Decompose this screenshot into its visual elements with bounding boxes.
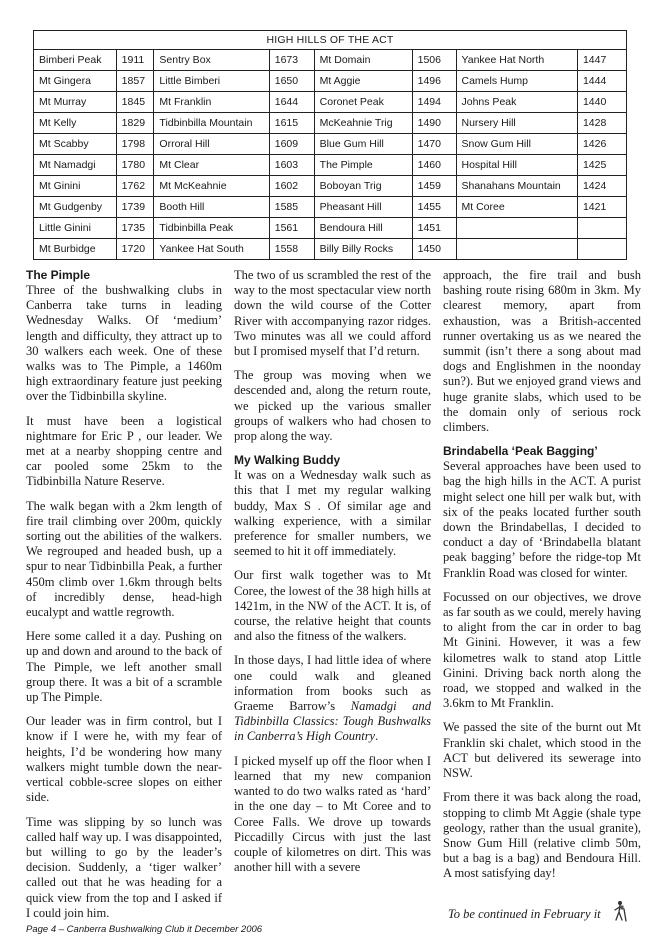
paragraph: We passed the site of the burnt out Mt Franklin ski chalet, which stood in the ACT but delivered its sewerage into NSW. bbox=[443, 720, 641, 781]
hill-height-cell: 1425 bbox=[577, 155, 626, 176]
hill-name-cell: Mt Aggie bbox=[314, 71, 412, 92]
hill-name-cell bbox=[456, 218, 577, 239]
table-row bbox=[34, 197, 627, 218]
hill-height-cell: 1720 bbox=[116, 239, 154, 260]
paragraph-books bbox=[234, 653, 431, 744]
table-row bbox=[34, 92, 627, 113]
hill-name-cell: Snow Gum Hill bbox=[456, 134, 577, 155]
hiker-icon bbox=[612, 900, 628, 922]
section-heading-the-pimple: The Pimple bbox=[26, 268, 91, 282]
article-column-2 bbox=[234, 268, 431, 920]
paragraph: It was on a Wednesday walk such as this that I met my regular walking buddy, Max S . Of similar age and walking experience, with a similar preference for smaller numbers, we seemed to hit it off immediately. bbox=[234, 468, 431, 559]
hill-name-cell: Boboyan Trig bbox=[314, 176, 412, 197]
article-column-3 bbox=[443, 268, 641, 920]
hill-height-cell: 1585 bbox=[269, 197, 314, 218]
hill-name-cell: The Pimple bbox=[314, 155, 412, 176]
hill-height-cell: 1609 bbox=[269, 134, 314, 155]
hill-height-cell: 1650 bbox=[269, 71, 314, 92]
paragraph: The walk began with a 2km length of fire trail climbing over 200m, quickly sorting out the abilities of the walkers. We regrouped and headed bush, up a spur to near Tidbinbilla Peak, a further 450m climb over 1.6km through belts of incredibly dense, head-high eucalypt and wattle regrowth. bbox=[26, 498, 222, 620]
hill-name-cell: Mt Namadgi bbox=[34, 155, 117, 176]
paragraph: I picked myself up off the floor when I learned that my new companion wanted to do two walks rated as ‘hard’ in the one day – to Mt Coree and to Coree Falls. We drove up towards Piccadilly Circus with just the last couple of kilometres on dirt. This was another hill with a severe bbox=[234, 753, 431, 875]
paragraph: It must have been a logistical nightmare for Eric P , our leader. We met at a nearby shopping centre and car pooled some 25km to the Tidbinbilla Nature Reserve. bbox=[26, 413, 222, 489]
hill-name-cell: Mt McKeahnie bbox=[154, 176, 269, 197]
hill-height-cell: 1735 bbox=[116, 218, 154, 239]
hill-name-cell: Mt Franklin bbox=[154, 92, 269, 113]
hill-height-cell bbox=[577, 218, 626, 239]
hill-name-cell: Coronet Peak bbox=[314, 92, 412, 113]
hill-name-cell: Mt Clear bbox=[154, 155, 269, 176]
hill-name-cell: McKeahnie Trig bbox=[314, 113, 412, 134]
hill-name-cell: Tidbinbilla Peak bbox=[154, 218, 269, 239]
hill-height-cell: 1603 bbox=[269, 155, 314, 176]
hill-height-cell: 1911 bbox=[116, 50, 154, 71]
hill-height-cell: 1644 bbox=[269, 92, 314, 113]
hill-height-cell: 1455 bbox=[412, 197, 456, 218]
hill-name-cell: Little Ginini bbox=[34, 218, 117, 239]
hill-height-cell: 1450 bbox=[412, 239, 456, 260]
hill-name-cell: Bendoura Hill bbox=[314, 218, 412, 239]
hill-height-cell: 1428 bbox=[577, 113, 626, 134]
hill-height-cell: 1561 bbox=[269, 218, 314, 239]
hill-height-cell: 1440 bbox=[577, 92, 626, 113]
paragraph: The group was moving when we descended and, along the return route, we picked up the various smaller groups of walkers who had chosen to prop along the way. bbox=[234, 368, 431, 444]
hill-height-cell: 1451 bbox=[412, 218, 456, 239]
paragraph: From there it was back along the road, stopping to climb Mt Aggie (shale type geology, rather than the usual granite), Snow Gum Hill (relative climb 50m, but a bag is a bag) and Bendoura Hill. A most satisfying day! bbox=[443, 790, 641, 881]
paragraph: Our first walk together was to Mt Coree, the lowest of the 38 high hills at 1421m, in the NW of the ACT. It is, of course, the relative height that counts and also the fitness of the walkers. bbox=[234, 568, 431, 644]
hill-height-cell: 1798 bbox=[116, 134, 154, 155]
hill-height-cell: 1421 bbox=[577, 197, 626, 218]
hill-name-cell: Pheasant Hill bbox=[314, 197, 412, 218]
table-body bbox=[34, 50, 627, 260]
hill-name-cell bbox=[456, 239, 577, 260]
table-row bbox=[34, 50, 627, 71]
table-row bbox=[34, 134, 627, 155]
hill-name-cell: Little Bimberi bbox=[154, 71, 269, 92]
hill-height-cell: 1558 bbox=[269, 239, 314, 260]
table-row bbox=[34, 218, 627, 239]
section-heading-my-walking-buddy: My Walking Buddy bbox=[234, 453, 341, 468]
hill-name-cell: Yankee Hat South bbox=[154, 239, 269, 260]
hill-name-cell: Mt Ginini bbox=[34, 176, 117, 197]
hill-height-cell: 1780 bbox=[116, 155, 154, 176]
hill-name-cell: Billy Billy Rocks bbox=[314, 239, 412, 260]
table-row bbox=[34, 239, 627, 260]
hill-name-cell: Johns Peak bbox=[456, 92, 577, 113]
hill-height-cell: 1447 bbox=[577, 50, 626, 71]
hill-height-cell: 1494 bbox=[412, 92, 456, 113]
hill-name-cell: Shanahans Mountain bbox=[456, 176, 577, 197]
hill-height-cell: 1506 bbox=[412, 50, 456, 71]
hill-name-cell: Bimberi Peak bbox=[34, 50, 117, 71]
article-column-1 bbox=[26, 268, 222, 920]
high-hills-table bbox=[33, 30, 627, 260]
hill-height-cell: 1426 bbox=[577, 134, 626, 155]
hill-height-cell: 1762 bbox=[116, 176, 154, 197]
hill-name-cell: Nursery Hill bbox=[456, 113, 577, 134]
paragraph: Several approaches have been used to bag the high hills in the ACT. A purist might select one hill per walk but, with six of the peaks located further south down the Brindabellas, I decided to conduct a day of ‘Brindabella blatant peak bagging’ before the ridge-top Mt Franklin Road was closed for winter. bbox=[443, 459, 641, 580]
hill-height-cell: 1444 bbox=[577, 71, 626, 92]
books-prefix: In those days, I had little idea of where one could walk and gleaned information from books such as Graeme Barrow’s bbox=[234, 653, 431, 714]
hill-height-cell: 1673 bbox=[269, 50, 314, 71]
hill-height-cell: 1424 bbox=[577, 176, 626, 197]
hill-name-cell: Booth Hill bbox=[154, 197, 269, 218]
paragraph: Our leader was in firm control, but I know if I were he, with my fear of heights, I’d be wondering how many walkers might tumble down the near-vertical cobble-scree slopes on either side. bbox=[26, 714, 222, 805]
hill-name-cell: Mt Gingera bbox=[34, 71, 117, 92]
hill-name-cell: Tidbinbilla Mountain bbox=[154, 113, 269, 134]
hill-height-cell: 1845 bbox=[116, 92, 154, 113]
hill-name-cell: Blue Gum Hill bbox=[314, 134, 412, 155]
hill-height-cell bbox=[577, 239, 626, 260]
hill-name-cell: Mt Kelly bbox=[34, 113, 117, 134]
hill-height-cell: 1459 bbox=[412, 176, 456, 197]
continued-note: To be continued in February it bbox=[448, 907, 601, 921]
page-footer: Page 4 – Canberra Bushwalking Club it December 2006 bbox=[26, 924, 263, 935]
hill-height-cell: 1470 bbox=[412, 134, 456, 155]
paragraph: Time was slipping by so lunch was called half way up. I was disappointed, but willing to go by the leader’s decision. Suddenly, a ‘tiger walker’ called out that he was heading for a quick view from the top and I asked if I could join him. bbox=[26, 814, 222, 920]
table-row bbox=[34, 176, 627, 197]
hill-name-cell: Mt Coree bbox=[456, 197, 577, 218]
hill-name-cell: Mt Burbidge bbox=[34, 239, 117, 260]
hill-height-cell: 1615 bbox=[269, 113, 314, 134]
paragraph: Three of the bushwalking clubs in Canberra take turns in leading Wednesday Walks. Of ‘medium’ length and difficulty, they attract up to 30 walkers each week. One of these walks was to The Pimple, a 1460m high extraordinary feature just peeking over the Tidbinbilla skyline. bbox=[26, 283, 222, 404]
table-title: HIGH HILLS OF THE ACT bbox=[34, 31, 627, 50]
hill-name-cell: Orroral Hill bbox=[154, 134, 269, 155]
section-heading-peak-bagging: Brindabella ‘Peak Bagging’ bbox=[443, 444, 598, 459]
books-suffix: . bbox=[375, 729, 379, 744]
hill-height-cell: 1490 bbox=[412, 113, 456, 134]
hill-height-cell: 1460 bbox=[412, 155, 456, 176]
hill-name-cell: Sentry Box bbox=[154, 50, 269, 71]
table-row bbox=[34, 155, 627, 176]
hill-name-cell: Yankee Hat North bbox=[456, 50, 577, 71]
hill-name-cell: Mt Murray bbox=[34, 92, 117, 113]
paragraph: The two of us scrambled the rest of the way to the most spectacular view north down the wild course of the Cotter River with accompanying razor ridges. Two minutes was all we could afford but I promised myself that I’d return. bbox=[234, 268, 431, 359]
paragraph: approach, the fire trail and bush bashing route rising 680m in 3km. My clearest memory, apart from exhaustion, was a British-accented runner overtaking us as we neared the summit (isn’t there a song about mad dogs and Englishmen in the noonday sun?). But we enjoyed grand views and huge granite slabs, which used to be the domain only of serious rock climbers. bbox=[443, 268, 641, 435]
table-row bbox=[34, 113, 627, 134]
hill-name-cell: Mt Gudgenby bbox=[34, 197, 117, 218]
paragraph: Here some called it a day. Pushing on up and down and around to the back of The Pimple, we left another small group there. It was a bit of a scramble up The Pimple. bbox=[26, 629, 222, 705]
book-title: Namadgi and Tidbinbilla Classics: Tough Bushwalks in Canberra’s High Country bbox=[234, 699, 431, 744]
hill-height-cell: 1496 bbox=[412, 71, 456, 92]
hill-height-cell: 1739 bbox=[116, 197, 154, 218]
hill-height-cell: 1602 bbox=[269, 176, 314, 197]
hill-name-cell: Camels Hump bbox=[456, 71, 577, 92]
hill-name-cell: Mt Scabby bbox=[34, 134, 117, 155]
hill-height-cell: 1829 bbox=[116, 113, 154, 134]
paragraph: Focussed on our objectives, we drove as far south as we could, merely having to alight from the car in order to bag Mt Ginini. However, it was a few kilometres walk to stand atop Little Ginini. Driving back north along the road, we stopped and walked in the 3.6km to Mt Franklin. bbox=[443, 589, 641, 711]
hill-height-cell: 1857 bbox=[116, 71, 154, 92]
hill-name-cell: Mt Domain bbox=[314, 50, 412, 71]
hill-name-cell: Hospital Hill bbox=[456, 155, 577, 176]
table-row bbox=[34, 71, 627, 92]
